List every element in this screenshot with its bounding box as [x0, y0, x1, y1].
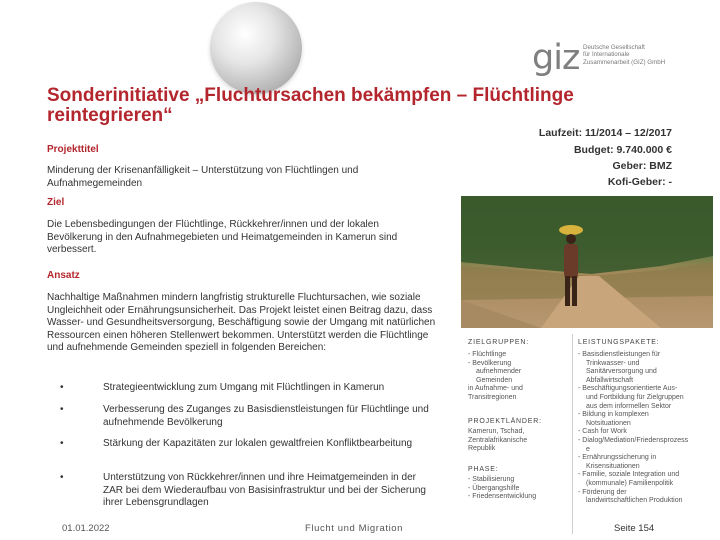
refugee-photo — [461, 196, 713, 328]
footer-center: Flucht und Migration — [305, 523, 404, 534]
leistung-line: - Bildung in komplexen — [578, 411, 649, 419]
ziel-text: Die Lebensbedingungen der Flüchtlinge, Rückkehrer/innen und der lokalen Bevölkerung in den Aufnahmegebieten und Heimatgemeinden in Kamerun sind verbessert. — [47, 219, 398, 255]
projektlaender-line: Zentralafrikanische — [468, 436, 528, 444]
phase-block — [468, 466, 570, 502]
footer-date: 01.01.2022 — [62, 523, 110, 534]
phase-line: - Übergangshilfe — [468, 484, 520, 492]
giz-subtitle-line: Deutsche Gesellschaft — [583, 44, 645, 51]
zielgruppen-block — [468, 339, 568, 403]
photo-illustration — [461, 196, 713, 328]
zielgruppen-line: aufnehmender — [476, 368, 522, 376]
leistung-line: Sanitärversorgung und — [586, 368, 657, 376]
leistung-line: und Fortbildung für Zielgruppen — [586, 393, 684, 401]
title-line-1: Sonderinitiative „Fluchtursachen bekämpfen – Flüchtlinge — [47, 85, 574, 106]
projektlaender-line: Kamerun, Tschad, — [468, 428, 525, 435]
zielgruppen-line: - Bevölkerung — [468, 359, 512, 367]
title-line-2: reintegrieren“ — [47, 105, 173, 126]
globe-graphic — [210, 2, 302, 94]
bullet-marker: • — [60, 404, 64, 415]
giz-subtitle-line: für Internationale — [583, 51, 630, 59]
leistungspakete-block — [578, 339, 716, 506]
leistung-line: - Dialog/Mediation/Friedensprozess — [578, 436, 689, 444]
phase-heading: PHASE: — [468, 466, 499, 473]
bullet-marker: • — [60, 472, 64, 483]
leistung-line: Trinkwasser- und — [586, 359, 640, 367]
leistung-line: Krisensituationen — [586, 462, 640, 470]
column-divider — [572, 334, 573, 534]
projekttitel-label: Projekttitel — [47, 144, 99, 155]
zielgruppen-line: Gemeinden — [476, 376, 513, 384]
ansatz-text: Nachhaltige Maßnahmen mindern langfristig strukturelle Fluchtursachen, wie soziale Ungleichheit oder Ernährungsunsicherheit. Das Projekt leistet einen Beitrag dazu, dass Wasser- und Gesundheitsversorgung, Beschäftigung sowie der Umgang mit natürlichen Ressourcen einen höheren Stellenwert bekommen. Unterstützt werden die Flüchtlinge und aufnehmende Gemeinden speziell in folgenden Bereichen: — [47, 292, 436, 353]
phase-line: - Friedensentwicklung — [468, 493, 537, 501]
leistung-line: aus dem informellen Sektor — [586, 402, 672, 410]
projektlaender-block — [468, 418, 568, 454]
bullet-marker: • — [60, 382, 64, 393]
bullet-marker: • — [60, 438, 64, 449]
projekttitel-text: Minderung der Krisenanfälligkeit – Unterstützung von Flüchtlingen und Aufnahmegemeinden — [47, 165, 359, 189]
ziel-label: Ziel — [47, 197, 65, 208]
kofi-geber: Kofi-Geber: - — [607, 176, 672, 188]
leistung-line: - Basisdienstleistungen für — [578, 351, 661, 358]
geber: Geber: BMZ — [612, 160, 672, 172]
projektlaender-heading: PROJEKTLÄNDER: — [468, 418, 542, 425]
budget: Budget: 9.740.000 € — [573, 144, 672, 156]
bullet-item-3: Stärkung der Kapazitäten zur lokalen gewaltfreien Konfliktbearbeitung — [103, 438, 413, 449]
leistung-line: e — [586, 445, 590, 453]
giz-subtitle-line: Zusammenarbeit (GIZ) GmbH — [583, 58, 666, 66]
page-title — [47, 86, 647, 126]
leistung-line: - Förderung der — [578, 488, 627, 496]
page-number: Seite 154 — [614, 523, 655, 534]
projektlaender-line: Republik — [468, 445, 496, 453]
leistung-line: landwirtschaftlichen Produktion — [586, 497, 683, 505]
bullet-item-1: Strategieentwicklung zum Umgang mit Flüchtlingen in Kamerun — [103, 382, 385, 393]
leistung-line: Notsituationen — [586, 419, 631, 427]
leistung-line: - Familie, soziale Integration und — [578, 471, 680, 479]
leistung-line: - Beschäftigungsorientierte Aus- — [578, 385, 678, 393]
leistungspakete-heading: LEISTUNGSPAKETE: — [578, 339, 660, 346]
giz-logo-subtitle — [583, 44, 693, 66]
bullet-item-2: Verbesserung des Zuganges zu Basisdienstleistungen für Flüchtlinge und aufnehmende Bevölkerung — [103, 404, 429, 428]
zielgruppen-line: Transitregionen — [468, 393, 517, 401]
ansatz-label: Ansatz — [47, 270, 80, 281]
giz-logo: giz — [532, 38, 580, 78]
leistung-line: Abfallwirtschaft — [586, 376, 634, 384]
leistung-line: - Cash for Work — [578, 428, 627, 436]
leistung-line: (kommunale) Familienpolitik — [586, 479, 674, 487]
zielgruppen-line: - Flüchtlinge — [468, 351, 507, 358]
laufzeit: Laufzeit: 11/2014 – 12/2017 — [538, 127, 672, 139]
leistung-line: - Ernährungssicherung in — [578, 454, 657, 462]
zielgruppen-heading: ZIELGRUPPEN: — [468, 339, 529, 346]
zielgruppen-line: in Aufnahme- und — [468, 385, 523, 393]
bullet-item-4: Unterstützung von Rückkehrer/innen und ihre Heimatgemeinden in der ZAR bei dem Wiederaufbau von Basisinfrastruktur und bei der Sicherung ihrer Lebensgrundlagen — [103, 472, 426, 508]
phase-line: - Stabilisierung — [468, 476, 515, 483]
